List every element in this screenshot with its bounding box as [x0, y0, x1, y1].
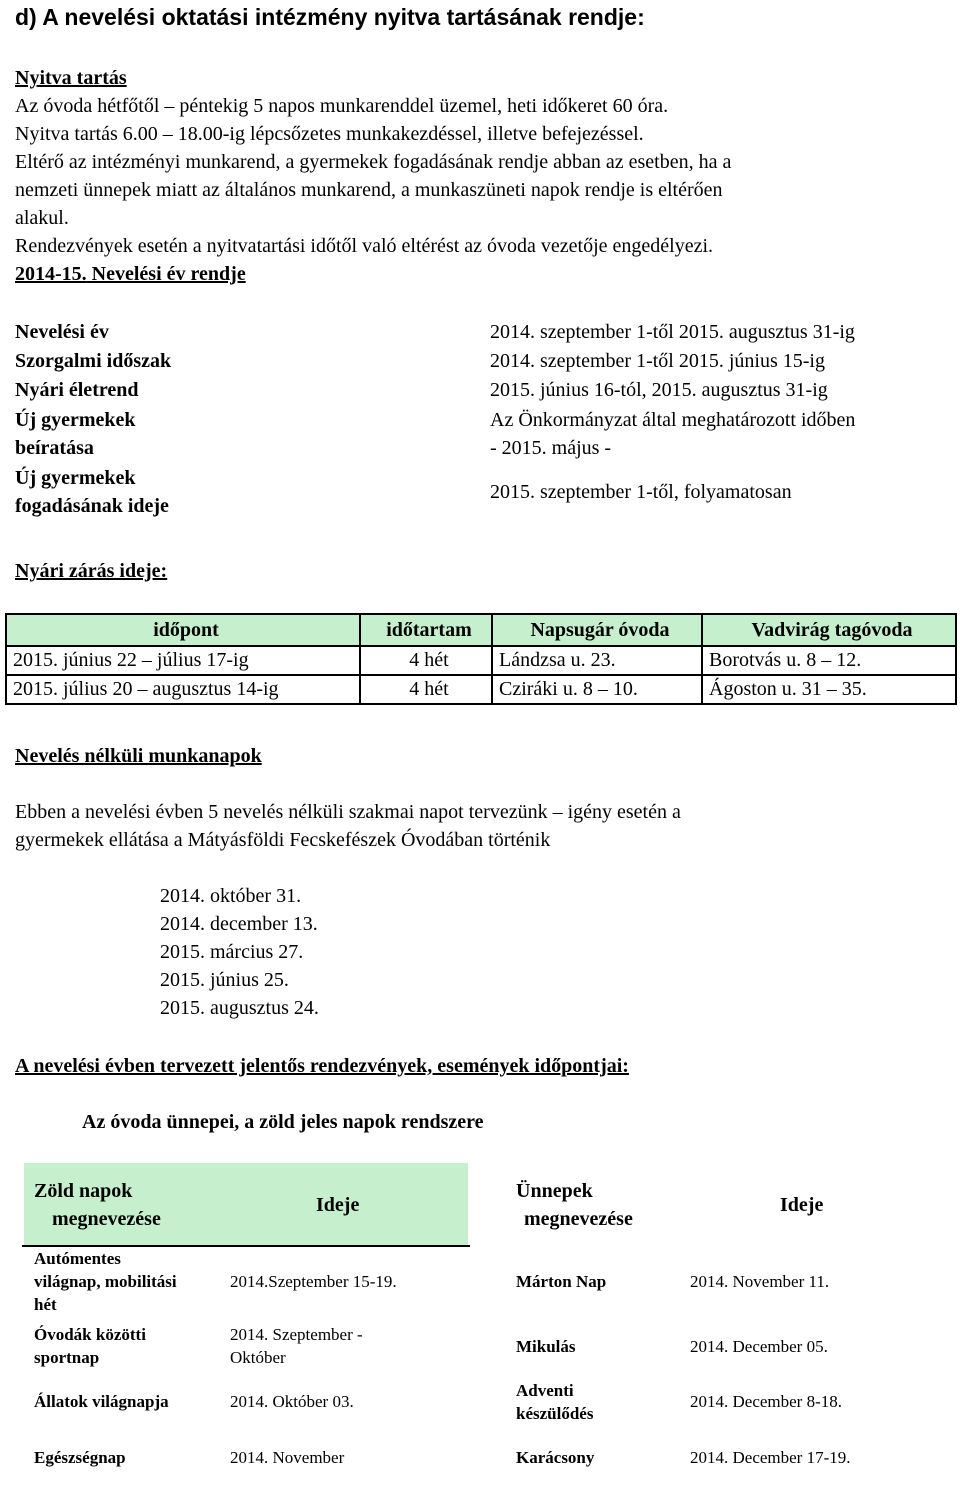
schedule-label-4b: beíratása: [15, 437, 94, 459]
ideje-left-header: Ideje: [316, 1194, 360, 1216]
unnep-row3-a: Adventi: [516, 1381, 574, 1400]
zold-row1-a: Autómentes: [34, 1249, 121, 1268]
nyitva-line-3: Eltérő az intézményi munkarend, a gyermekek fogadásának rendje abban az esetben, ha a: [15, 151, 732, 173]
table-row: [6, 675, 956, 704]
year-rend-title: 2014-15. Nevelési év rendje: [15, 263, 246, 285]
schedule-value-2: 2014. szeptember 1-től 2015. június 15-ig: [490, 350, 825, 372]
zold-row4: Egészségnap: [34, 1448, 126, 1467]
neveles-nelkuli-title: Nevelés nélküli munkanapok: [15, 745, 262, 767]
nyitva-title: Nyitva tartás: [15, 67, 127, 89]
schedule-value-4b: - 2015. május -: [490, 437, 612, 459]
schedule-value-5: 2015. szeptember 1-től, folyamatosan: [490, 481, 792, 503]
unnep-row3-b: készülődés: [516, 1404, 594, 1423]
zold-row1-b: világnap, mobilitási: [34, 1272, 177, 1291]
schedule-label-5b: fogadásának ideje: [15, 495, 169, 517]
nyari-header-vadvirag: Vadvirág tagóvoda: [702, 614, 956, 646]
zold-row3: Állatok világnapja: [34, 1392, 169, 1411]
unnep-row3-date: 2014. December 8-18.: [690, 1392, 843, 1411]
unnep-row2-date: 2014. December 05.: [690, 1337, 828, 1356]
nyitva-line-2: Nyitva tartás 6.00 – 18.00-ig lépcsőzetes munkakezdéssel, illetve befejezéssel.: [15, 123, 644, 145]
unnep-row1: Márton Nap: [516, 1272, 607, 1291]
unnep-header-2: megnevezése: [524, 1208, 633, 1230]
unnep-header-1: Ünnepek: [516, 1180, 593, 1202]
nyari-header-idotartam: időtartam: [360, 614, 492, 646]
nyari-header-row: [6, 614, 956, 646]
rendezvenyek-title: A nevelési évben tervezett jelentős rendezvények, események időpontjai:: [15, 1055, 629, 1077]
schedule-value-1: 2014. szeptember 1-től 2015. augusztus 31-ig: [490, 321, 855, 343]
rendezvenyek-subtitle: Az óvoda ünnepei, a zöld jeles napok rendszere: [82, 1111, 484, 1133]
unnep-row4: Karácsony: [516, 1448, 595, 1467]
list-item: 2014. október 31.: [160, 885, 302, 907]
nyari-cell-vadvirag: Borotvás u. 8 – 12.: [702, 646, 956, 675]
schedule-label-5a: Új gyermekek: [15, 467, 136, 489]
list-item: 2015. június 25.: [160, 969, 289, 991]
schedule-label-3: Nyári életrend: [15, 379, 139, 401]
zold-row1-c: hét: [34, 1295, 57, 1314]
nyari-cell-duration: 4 hét: [360, 675, 492, 704]
nyitva-line-5: alakul.: [15, 207, 69, 229]
zold-row2-date-b: Október: [230, 1348, 286, 1367]
list-item: 2015. augusztus 24.: [160, 997, 319, 1019]
zold-header-1: Zöld napok: [34, 1180, 133, 1202]
zold-row1-date: 2014.Szeptember 15-19.: [230, 1272, 397, 1291]
schedule-label-2: Szorgalmi időszak: [15, 350, 172, 372]
zold-row3-date: 2014. Október 03.: [230, 1392, 354, 1411]
schedule-label-4a: Új gyermekek: [15, 409, 136, 431]
list-item: 2014. december 13.: [160, 913, 318, 935]
nyari-table: [5, 613, 957, 705]
nyari-cell-napsugar: Lándzsa u. 23.: [492, 646, 702, 675]
unnep-row4-date: 2014. December 17-19.: [690, 1448, 851, 1467]
zold-row4-date: 2014. November: [230, 1448, 345, 1467]
nyari-cell-date: 2015. június 22 – július 17-ig: [6, 646, 360, 675]
zold-header-2: megnevezése: [52, 1208, 161, 1230]
schedule-label-1: Nevelési év: [15, 321, 109, 343]
nyari-cell-napsugar: Cziráki u. 8 – 10.: [492, 675, 702, 704]
schedule-value-4a: Az Önkormányzat által meghatározott időben: [490, 409, 856, 431]
zold-row2-b: sportnap: [34, 1348, 100, 1367]
unnep-row2: Mikulás: [516, 1337, 576, 1356]
nyari-header-napsugar: Napsugár óvoda: [492, 614, 702, 646]
neveles-nelkuli-text-2: gyermekek ellátása a Mátyásföldi Fecskefészek Óvodában történik: [15, 829, 551, 851]
schedule-value-3: 2015. június 16-tól, 2015. augusztus 31-ig: [490, 379, 828, 401]
list-item: 2015. március 27.: [160, 941, 304, 963]
nyari-title: Nyári zárás ideje:: [15, 560, 168, 582]
table-row: [6, 646, 956, 675]
section-heading: d) A nevelési oktatási intézmény nyitva tartásának rendje:: [15, 4, 645, 30]
nyari-header-idopont: időpont: [6, 614, 360, 646]
nyitva-line-6: Rendezvények esetén a nyitvatartási időtől való eltérést az óvoda vezetője engedélyezi.: [15, 235, 714, 257]
nyitva-line-1: Az óvoda hétfőtől – péntekig 5 napos munkarenddel üzemel, heti időkeret 60 óra.: [15, 95, 669, 117]
nyari-cell-vadvirag: Ágoston u. 31 – 35.: [702, 675, 956, 704]
zold-row2-date-a: 2014. Szeptember -: [230, 1325, 363, 1344]
unnep-row1-date: 2014. November 11.: [690, 1272, 830, 1291]
nyitva-line-4: nemzeti ünnepek miatt az általános munkarend, a munkaszüneti napok rendje is eltérően: [15, 179, 723, 201]
ideje-right-header: Ideje: [780, 1194, 824, 1216]
nyari-cell-duration: 4 hét: [360, 646, 492, 675]
neveles-nelkuli-text-1: Ebben a nevelési évben 5 nevelés nélküli szakmai napot tervezünk – igény esetén a: [15, 801, 681, 823]
zold-row2-a: Óvodák közötti: [34, 1325, 146, 1344]
nyari-cell-date: 2015. július 20 – augusztus 14-ig: [6, 675, 360, 704]
